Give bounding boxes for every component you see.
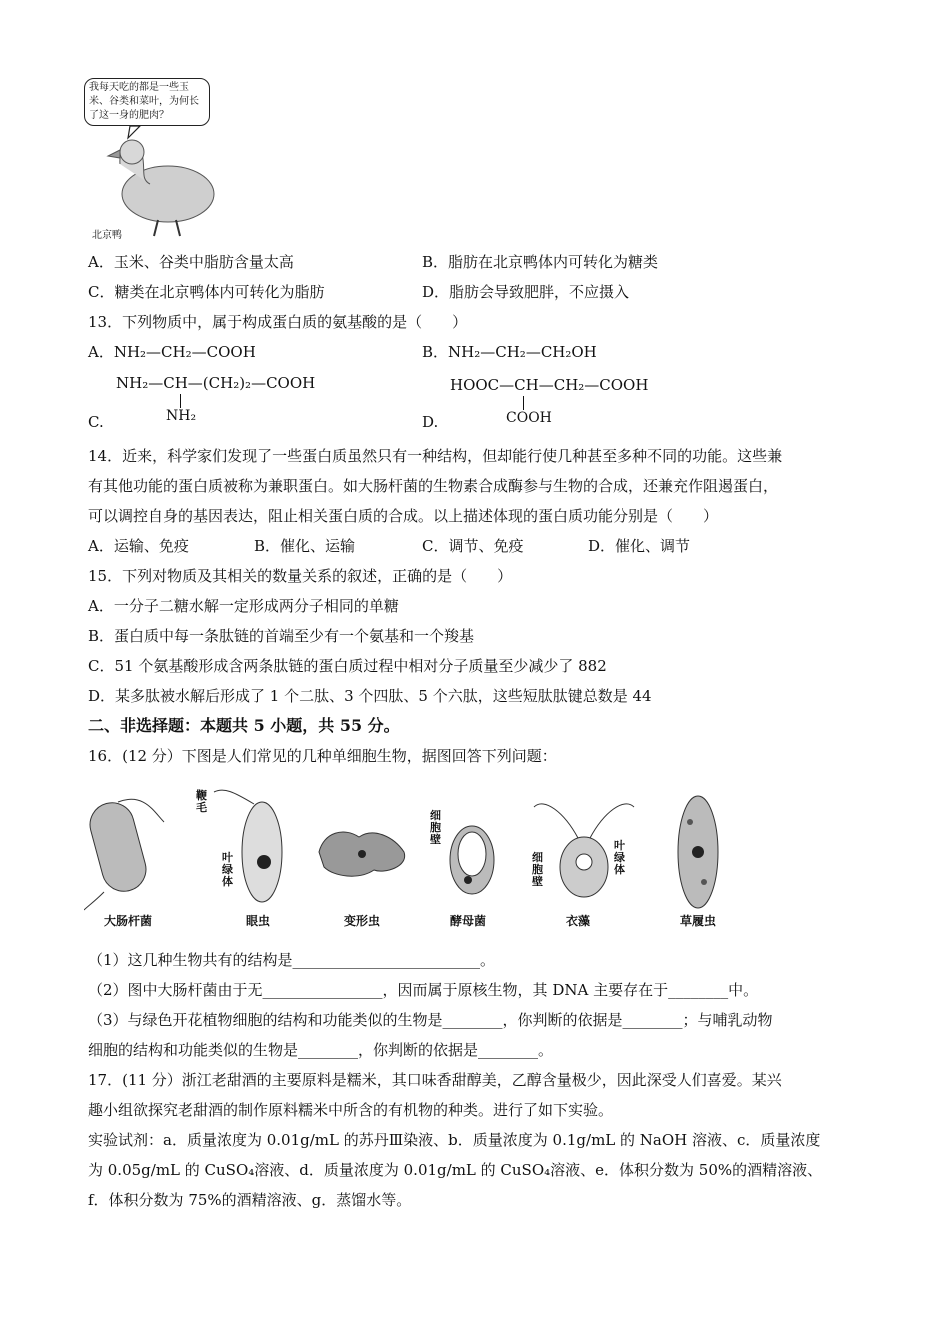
q17-line-2: 趣小组欲探究老甜酒的制作原料糯米中所含的有机物的种类。进行了如下实验。 — [88, 1101, 614, 1119]
q12-option-d: D．脂肪会导致肥胖，不应摄入 — [422, 283, 630, 301]
q12-option-c: C．糖类在北京鸭体内可转化为脂肪 — [88, 283, 325, 301]
yeast-drawing — [450, 826, 494, 894]
ecoli-drawing — [84, 798, 164, 910]
q15-option-b: B．蛋白质中每一条肽链的首端至少有一个氨基和一个羧基 — [88, 627, 475, 645]
organism-label-amoeba: 变形虫 — [344, 914, 381, 928]
organism-label-yeast: 酵母菌 — [450, 914, 487, 928]
q14-option-c: C．调节、免疫 — [422, 537, 524, 555]
q17-line-1: 17．(11 分）浙江老甜酒的主要原料是糯米，其口味香甜醇美，乙醇含量极少，因此深受人们喜爱。某兴 — [88, 1071, 782, 1089]
paramecium-drawing — [678, 796, 718, 908]
annotation-flagellum: 鞭毛 — [196, 789, 207, 814]
section-2-heading: 二、非选择题：本题共 5 小题，共 55 分。 — [88, 716, 400, 735]
amoeba-drawing — [319, 832, 405, 876]
q14-line-3: 可以调控自身的基因表达，阻止相关蛋白质的合成。以上描述体现的蛋白质功能分别是（ ） — [88, 507, 719, 525]
q17-line-5: f．体积分数为 75%的酒精溶液、g．蒸馏水等。 — [88, 1191, 412, 1209]
q16-part-2: （2）图中大肠杆菌由于无________________，因而属于原核生物，其 DNA 主要存在于________中。 — [88, 981, 759, 999]
q15-stem: 15．下列对物质及其相关的数量关系的叙述，正确的是（ ） — [88, 567, 513, 585]
q13-option-c-substituent: NH₂ — [166, 408, 197, 424]
q14-option-b: B．催化、运输 — [254, 537, 356, 555]
q13-option-b: B．NH₂—CH₂—CH₂OH — [422, 343, 597, 361]
annotation-cell-wall-2: 细胞壁 — [532, 851, 543, 888]
q13-d-bond — [523, 396, 524, 410]
annotation-chloroplast: 叶绿体 — [222, 851, 233, 888]
duck-caption: 北京鸭 — [92, 230, 122, 241]
q13-option-d-label: D. — [422, 413, 439, 431]
q13-option-c-formula: NH₂—CH—(CH₂)₂—COOH — [116, 374, 316, 392]
organism-label-euglena: 眼虫 — [246, 914, 271, 928]
q14-line-2: 有其他功能的蛋白质被称为兼职蛋白。如大肠杆菌的生物素合成酶参与生物的合成，还兼充作阻遏蛋白， — [88, 477, 779, 495]
organism-label-chlamydomonas: 衣藻 — [566, 914, 591, 928]
q13-option-d-formula: HOOC—CH—CH₂—COOH — [450, 376, 649, 394]
q14-option-d: D．催化、调节 — [588, 537, 691, 555]
q16-stem: 16．(12 分）下图是人们常见的几种单细胞生物，据图回答下列问题： — [88, 747, 557, 765]
duck-speech-bubble: 我每天吃的都是一些玉米、谷类和菜叶，为何长了这一身的肥肉？ — [84, 78, 210, 126]
q16-part-1: （1）这几种生物共有的结构是_________________________。 — [88, 951, 496, 969]
q17-line-3: 实验试剂：a．质量浓度为 0.01g/mL 的苏丹Ⅲ染液、b．质量浓度为 0.1g/mL 的 NaOH 溶液、c．质量浓度 — [88, 1131, 821, 1149]
q13-option-c-label: C. — [88, 413, 104, 431]
annotation-chloroplast-2: 叶绿体 — [614, 839, 625, 876]
organism-label-ecoli: 大肠杆菌 — [104, 914, 153, 928]
organisms-figure — [84, 782, 724, 932]
q15-option-c: C．51 个氨基酸形成含两条肽链的蛋白质过程中相对分子质量至少减少了 882 — [88, 657, 607, 675]
q15-option-a: A．一分子二糖水解一定形成两分子相同的单糖 — [88, 597, 399, 615]
annotation-cell-wall: 细胞壁 — [430, 809, 441, 846]
q15-option-d: D．某多肽被水解后形成了 1 个二肽、3 个四肽、5 个六肽，这些短肽肽键总数是 44 — [88, 687, 652, 705]
q12-option-b: B．脂肪在北京鸭体内可转化为糖类 — [422, 253, 659, 271]
q12-option-a: A．玉米、谷类中脂肪含量太高 — [88, 253, 294, 271]
q13-option-a: A．NH₂—CH₂—COOH — [88, 343, 256, 361]
q13-stem: 13．下列物质中，属于构成蛋白质的氨基酸的是（ ） — [88, 313, 468, 331]
organism-label-paramecium: 草履虫 — [680, 914, 717, 928]
organisms-illustration — [84, 782, 724, 912]
q14-line-1: 14．近来，科学家们发现了一些蛋白质虽然只有一种结构，但却能行使几种甚至多种不同的功能。这些兼 — [88, 447, 783, 465]
q16-part-3b: 细胞的结构和功能类似的生物是________，你判断的依据是________。 — [88, 1041, 554, 1059]
q14-option-a: A．运输、免疫 — [88, 537, 189, 555]
q13-option-d-substituent: COOH — [506, 410, 552, 426]
q13-c-bond — [180, 394, 181, 408]
duck-figure — [80, 74, 220, 244]
q16-part-3a: （3）与绿色开花植物细胞的结构和功能类似的生物是________，你判断的依据是________；与哺乳动物 — [88, 1011, 773, 1029]
q17-line-4: 为 0.05g/mL 的 CuSO₄溶液、d．质量浓度为 0.01g/mL 的 CuSO₄溶液、e．体积分数为 50%的酒精溶液、 — [88, 1161, 823, 1179]
